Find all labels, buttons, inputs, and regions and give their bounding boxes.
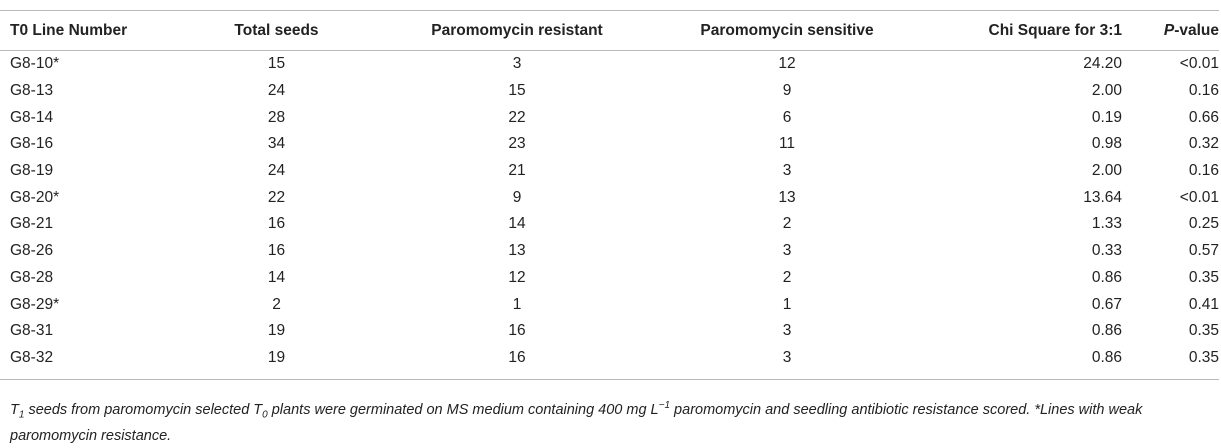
- cell-p: 0.32: [1188, 135, 1219, 153]
- cell-sensitive: 1: [782, 295, 792, 313]
- table-body: [0, 51, 1219, 380]
- header-chi-square: Chi Square for 3:1: [903, 11, 1122, 51]
- cell-chi: 0.33: [1091, 242, 1122, 260]
- footnote-t1-sub: 1: [18, 409, 25, 421]
- cell-chi: 0.67: [1091, 295, 1122, 313]
- cell-resistant: 16: [508, 322, 526, 340]
- cell-resistant: 9: [512, 188, 522, 206]
- cell-line: G8-13: [10, 82, 54, 100]
- cell-line: G8-16: [10, 135, 54, 153]
- cell-resistant: 23: [508, 135, 526, 153]
- cell-resistant: 3: [512, 55, 522, 73]
- cell-resistant: 13: [508, 242, 526, 260]
- cell-total: 2: [272, 295, 281, 313]
- cell-sensitive: 3: [782, 242, 792, 260]
- cell-resistant: 1: [512, 295, 522, 313]
- cell-total: 14: [267, 268, 286, 286]
- header-resistant: Paromomycin resistant: [363, 11, 671, 51]
- cell-chi: 1.33: [1091, 215, 1122, 233]
- cell-p: 0.66: [1188, 108, 1219, 126]
- table-row: [0, 131, 1219, 158]
- cell-line: G8-28: [10, 268, 54, 286]
- cell-total: 24: [267, 82, 286, 100]
- header-p-rest: -value: [1174, 21, 1219, 39]
- cell-sensitive: 12: [778, 55, 796, 73]
- cell-line: G8-26: [10, 242, 54, 260]
- cell-sensitive: 3: [671, 345, 903, 380]
- cell-total: 16: [267, 215, 286, 233]
- cell-sensitive: 2: [782, 215, 792, 233]
- cell-sensitive: 2: [782, 268, 792, 286]
- cell-line: G8-32: [0, 345, 190, 380]
- cell-p: 0.41: [1188, 295, 1219, 313]
- cell-p: 0.25: [1188, 215, 1219, 233]
- cell-resistant: 21: [508, 162, 526, 180]
- cell-sensitive: 3: [782, 322, 792, 340]
- cell-sensitive: 9: [782, 82, 792, 100]
- cell-p: <0.01: [1179, 188, 1219, 206]
- cell-total: 19: [267, 322, 286, 340]
- cell-sensitive: 11: [778, 135, 796, 153]
- table-row: [0, 158, 1219, 185]
- cell-total: 16: [267, 242, 286, 260]
- cell-p: 0.57: [1188, 242, 1219, 260]
- footnote-part3: paromomycin and seedling antibiotic resistance scored. *Lines with weak paromomycin resistance.: [10, 401, 1143, 444]
- cell-chi: 0.86: [903, 345, 1122, 380]
- cell-p: 0.16: [1188, 82, 1219, 100]
- cell-chi: 2.00: [1091, 82, 1122, 100]
- cell-total: 28: [267, 108, 286, 126]
- cell-sensitive: 13: [778, 188, 796, 206]
- cell-line: G8-19: [10, 162, 54, 180]
- cell-resistant: 22: [508, 108, 526, 126]
- cell-chi: 0.86: [1091, 322, 1122, 340]
- header-line-number: T0 Line Number: [0, 11, 190, 51]
- footnote-t0-sub: 0: [262, 409, 268, 421]
- cell-line: G8-29*: [10, 295, 60, 313]
- cell-resistant: 14: [508, 215, 526, 233]
- cell-line: G8-20*: [10, 188, 60, 206]
- cell-p: 0.35: [1122, 345, 1219, 380]
- cell-resistant: 16: [363, 345, 671, 380]
- cell-total: 19: [190, 345, 363, 380]
- table-row: [0, 184, 1219, 211]
- header-p-value: [1122, 11, 1219, 51]
- table-row: [0, 318, 1219, 345]
- table-row: [0, 211, 1219, 238]
- cell-chi: 0.19: [1091, 108, 1122, 126]
- footnote-t0: T: [253, 401, 263, 418]
- table-row: [0, 291, 1219, 318]
- header-sensitive: Paromomycin sensitive: [671, 11, 903, 51]
- cell-total: 24: [267, 162, 286, 180]
- footnote-t1: T: [10, 401, 19, 418]
- cell-resistant: 15: [508, 82, 526, 100]
- table-row: [0, 238, 1219, 265]
- footnote-exponent: −1: [658, 400, 671, 411]
- cell-p: 0.35: [1188, 268, 1219, 286]
- cell-p: <0.01: [1179, 55, 1219, 73]
- table-header: [0, 11, 1219, 51]
- cell-line: G8-31: [10, 322, 54, 340]
- cell-total: 34: [267, 135, 286, 153]
- table-row: [0, 104, 1219, 131]
- cell-p: 0.35: [1188, 322, 1219, 340]
- cell-p: 0.16: [1188, 162, 1219, 180]
- footnote-part1: seeds from paromomycin selected: [24, 401, 254, 418]
- table-row: [0, 78, 1219, 105]
- cell-sensitive: 6: [782, 108, 792, 126]
- cell-chi: 13.64: [1083, 188, 1122, 206]
- cell-sensitive: 3: [782, 162, 792, 180]
- cell-resistant: 12: [508, 268, 526, 286]
- cell-total: 15: [267, 55, 286, 73]
- header-row: [0, 11, 1219, 51]
- table-row: [0, 51, 1219, 78]
- table-footnote: [10, 396, 1210, 446]
- table-row: [0, 265, 1219, 292]
- segregation-table: [0, 10, 1219, 380]
- table-row: [0, 345, 1219, 380]
- cell-chi: 0.98: [1091, 135, 1122, 153]
- cell-line: G8-14: [10, 108, 54, 126]
- cell-chi: 2.00: [1091, 162, 1122, 180]
- cell-line: G8-21: [10, 215, 54, 233]
- cell-chi: 24.20: [1083, 55, 1122, 73]
- cell-total: 22: [267, 188, 286, 206]
- header-p-italic: P: [1163, 21, 1175, 39]
- footnote-part2: plants were germinated on MS medium containing 400 mg L: [267, 401, 659, 418]
- cell-chi: 0.86: [1091, 268, 1122, 286]
- cell-line: G8-10*: [10, 55, 60, 73]
- header-total-seeds: Total seeds: [190, 11, 363, 51]
